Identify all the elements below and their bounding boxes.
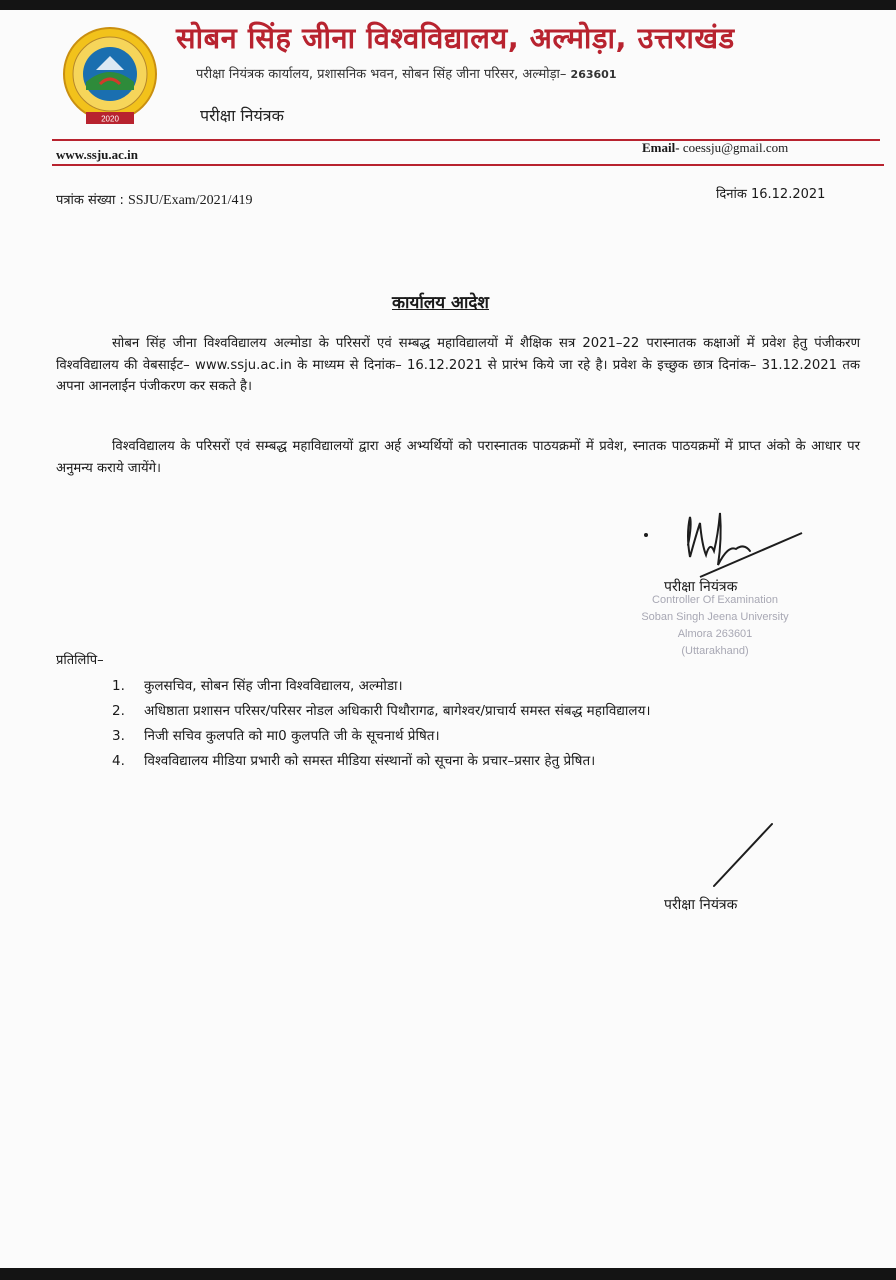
email-address[interactable]: coessju@gmail.com bbox=[682, 140, 789, 155]
reference-value: SSJU/Exam/2021/419 bbox=[128, 193, 253, 208]
list-item-text: कुलसचिव, सोबन सिंह जीना विश्वविद्यालय, अल्मोडा। bbox=[144, 678, 403, 694]
closing-signatory-title: परीक्षा नियंत्रक bbox=[664, 897, 738, 913]
signatory-title: परीक्षा नियंत्रक bbox=[664, 579, 738, 595]
stamp-line: Almora 263601 bbox=[677, 628, 753, 640]
list-item-number: 4. bbox=[112, 753, 125, 769]
signature-slash bbox=[708, 820, 778, 892]
list-item-number: 2. bbox=[112, 703, 125, 719]
office-address-text: परीक्षा नियंत्रक कार्यालय, प्रशासनिक भवन, सोबन सिंह जीना परिसर, अल्मोड़ा– bbox=[196, 67, 567, 82]
top-black-border bbox=[0, 0, 896, 10]
reference-number bbox=[56, 190, 252, 209]
website-link[interactable]: www.ssju.ac.in bbox=[56, 147, 138, 162]
order-paragraph: विश्वविद्यालय के परिसरों एवं सम्बद्ध महाविद्यालयों द्वारा अर्ह अभ्यर्थियों को परास्नातक पाठयक्रमों में प्रवेश, स्नातक पाठयक्रमों में प्राप्त अंको के आधार पर अनुमन्य कराये जायेंगे। bbox=[56, 439, 860, 476]
list-item bbox=[112, 676, 792, 697]
official-stamp bbox=[610, 592, 820, 660]
reference-label: पत्रांक संख्या : bbox=[56, 193, 124, 208]
copy-heading: प्रतिलिपि– bbox=[56, 653, 104, 668]
office-pincode: 263601 bbox=[570, 68, 617, 81]
list-item-number: 3. bbox=[112, 728, 125, 744]
list-item bbox=[112, 751, 792, 772]
bottom-black-border bbox=[0, 1268, 896, 1280]
copy-list bbox=[112, 676, 792, 776]
date-label: दिनांक bbox=[716, 187, 747, 202]
list-item bbox=[112, 701, 792, 722]
list-item-number: 1. bbox=[112, 678, 125, 694]
list-item-text: विश्वविद्यालय मीडिया प्रभारी को समस्त मीडिया संस्थानों को सूचना के प्रचार–प्रसार हेतु प्रेषित। bbox=[144, 753, 596, 769]
date-value: 16.12.2021 bbox=[750, 187, 826, 202]
list-item-text: अधिष्ठाता प्रशासन परिसर/परिसर नोडल अधिकारी पिथौरागढ, बागेश्वर/प्राचार्य समस्त संबद्ध महाविद्यालय। bbox=[144, 703, 651, 719]
email-label: Email- bbox=[642, 140, 680, 155]
office-address bbox=[196, 64, 616, 82]
order-paragraph: सोबन सिंह जीना विश्वविद्यालय अल्मोडा के परिसरों एवं सम्बद्ध महाविद्यालयों में शैक्षिक सत्र 2021–22 परास्नातक कक्षाओं में प्रवेश हेतु पंजीकरण विश्वविद्यालय की वेबसाईट– www.ssju.ac.in के माध्यम से दिनांक– 16.12.2021 से प्रारंभ किये जा रहे है। प्रवेश के इच्छुक छात्र दिनांक– 31.12.2021 तक अपना आनलाईन पंजीकरण कर सकते है। bbox=[56, 336, 860, 394]
stamp-line: Soban Singh Jeena University bbox=[641, 611, 789, 623]
letter-date bbox=[716, 184, 825, 202]
university-logo bbox=[56, 24, 164, 128]
stamp-line: (Uttarakhand) bbox=[681, 645, 749, 657]
list-item bbox=[112, 726, 792, 747]
logo-year: 2020 bbox=[101, 114, 119, 124]
university-name: सोबन सिंह जीना विश्वविद्यालय, अल्मोड़ा, उत्तराखंड bbox=[176, 21, 735, 55]
header-role: परीक्षा नियंत्रक bbox=[200, 106, 284, 125]
header-rule-bottom bbox=[52, 164, 884, 166]
email-contact bbox=[642, 140, 788, 156]
stamp-line: Controller Of Examination bbox=[652, 594, 778, 606]
list-item-text: निजी सचिव कुलपति को मा0 कुलपति जी के सूचनार्थ प्रेषित। bbox=[144, 728, 440, 744]
order-title: कार्यालय आदेश bbox=[392, 293, 489, 313]
